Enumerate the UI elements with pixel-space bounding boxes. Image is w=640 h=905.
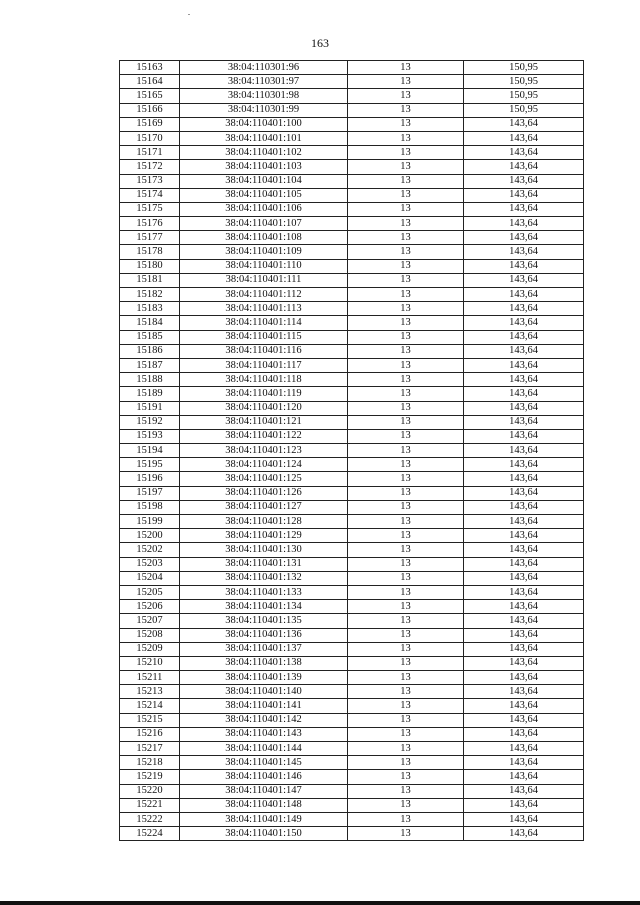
code-cell: 13 [348,798,464,812]
code-cell: 13 [348,217,464,231]
area-value-cell: 143,64 [464,288,584,302]
area-value-cell: 143,64 [464,628,584,642]
code-cell: 13 [348,415,464,429]
cadastral-number-cell: 38:04:110401:110 [180,259,348,273]
area-value-cell: 143,64 [464,444,584,458]
table-row [120,671,584,685]
table-row [120,486,584,500]
code-cell: 13 [348,671,464,685]
area-value-cell: 150,95 [464,89,584,103]
code-cell: 13 [348,245,464,259]
table-row [120,316,584,330]
cadastral-number-cell: 38:04:110401:133 [180,585,348,599]
table-row [120,415,584,429]
area-value-cell: 143,64 [464,387,584,401]
cadastral-number-cell: 38:04:110401:127 [180,500,348,514]
area-value-cell: 143,64 [464,742,584,756]
row-number-cell: 15180 [120,259,180,273]
table-row [120,713,584,727]
cadastral-number-cell: 38:04:110401:115 [180,330,348,344]
area-value-cell: 143,64 [464,784,584,798]
area-value-cell: 143,64 [464,160,584,174]
code-cell: 13 [348,117,464,131]
table-row [120,529,584,543]
cadastral-number-cell: 38:04:110401:132 [180,571,348,585]
table-row [120,770,584,784]
row-number-cell: 15176 [120,217,180,231]
row-number-cell: 15215 [120,713,180,727]
table-row [120,827,584,841]
row-number-cell: 15217 [120,742,180,756]
table-row [120,557,584,571]
code-cell: 13 [348,174,464,188]
code-cell: 13 [348,75,464,89]
row-number-cell: 15191 [120,401,180,415]
area-value-cell: 143,64 [464,259,584,273]
area-value-cell: 143,64 [464,231,584,245]
cadastral-number-cell: 38:04:110401:144 [180,742,348,756]
table-row [120,103,584,117]
row-number-cell: 15169 [120,117,180,131]
code-cell: 13 [348,713,464,727]
parcel-table [119,60,584,841]
code-cell: 13 [348,784,464,798]
code-cell: 13 [348,61,464,75]
cadastral-number-cell: 38:04:110401:142 [180,713,348,727]
code-cell: 13 [348,515,464,529]
table-row [120,699,584,713]
table-row [120,628,584,642]
code-cell: 13 [348,585,464,599]
code-cell: 13 [348,656,464,670]
area-value-cell: 143,64 [464,585,584,599]
table-row [120,358,584,372]
table-row [120,146,584,160]
code-cell: 13 [348,472,464,486]
area-value-cell: 143,64 [464,486,584,500]
code-cell: 13 [348,131,464,145]
table-row [120,742,584,756]
cadastral-number-cell: 38:04:110401:114 [180,316,348,330]
table-row [120,585,584,599]
row-number-cell: 15199 [120,515,180,529]
area-value-cell: 143,64 [464,401,584,415]
code-cell: 13 [348,614,464,628]
table-row [120,302,584,316]
row-number-cell: 15184 [120,316,180,330]
area-value-cell: 143,64 [464,713,584,727]
row-number-cell: 15218 [120,756,180,770]
table-row [120,117,584,131]
row-number-cell: 15174 [120,188,180,202]
area-value-cell: 143,64 [464,656,584,670]
row-number-cell: 15198 [120,500,180,514]
table-row [120,401,584,415]
area-value-cell: 150,95 [464,75,584,89]
table-row [120,245,584,259]
area-value-cell: 150,95 [464,61,584,75]
row-number-cell: 15185 [120,330,180,344]
cadastral-number-cell: 38:04:110401:100 [180,117,348,131]
cadastral-number-cell: 38:04:110401:116 [180,344,348,358]
area-value-cell: 143,64 [464,330,584,344]
row-number-cell: 15170 [120,131,180,145]
area-value-cell: 143,64 [464,671,584,685]
cadastral-number-cell: 38:04:110301:98 [180,89,348,103]
code-cell: 13 [348,387,464,401]
cadastral-number-cell: 38:04:110401:138 [180,656,348,670]
area-value-cell: 143,64 [464,529,584,543]
row-number-cell: 15196 [120,472,180,486]
table-row [120,429,584,443]
code-cell: 13 [348,188,464,202]
cadastral-number-cell: 38:04:110401:131 [180,557,348,571]
row-number-cell: 15175 [120,202,180,216]
scan-speck [188,14,190,15]
code-cell: 13 [348,742,464,756]
code-cell: 13 [348,146,464,160]
table-row [120,812,584,826]
area-value-cell: 143,64 [464,600,584,614]
row-number-cell: 15195 [120,458,180,472]
cadastral-number-cell: 38:04:110401:123 [180,444,348,458]
code-cell: 13 [348,302,464,316]
cadastral-number-cell: 38:04:110401:130 [180,543,348,557]
row-number-cell: 15186 [120,344,180,358]
code-cell: 13 [348,358,464,372]
code-cell: 13 [348,756,464,770]
cadastral-number-cell: 38:04:110401:148 [180,798,348,812]
row-number-cell: 15194 [120,444,180,458]
code-cell: 13 [348,642,464,656]
row-number-cell: 15187 [120,358,180,372]
row-number-cell: 15204 [120,571,180,585]
table-row [120,458,584,472]
code-cell: 13 [348,273,464,287]
area-value-cell: 143,64 [464,344,584,358]
code-cell: 13 [348,827,464,841]
row-number-cell: 15188 [120,373,180,387]
area-value-cell: 150,95 [464,103,584,117]
cadastral-number-cell: 38:04:110401:149 [180,812,348,826]
row-number-cell: 15214 [120,699,180,713]
code-cell: 13 [348,429,464,443]
code-cell: 13 [348,727,464,741]
code-cell: 13 [348,770,464,784]
area-value-cell: 143,64 [464,571,584,585]
row-number-cell: 15203 [120,557,180,571]
cadastral-number-cell: 38:04:110401:112 [180,288,348,302]
row-number-cell: 15221 [120,798,180,812]
table-row [120,444,584,458]
row-number-cell: 15172 [120,160,180,174]
code-cell: 13 [348,401,464,415]
row-number-cell: 15173 [120,174,180,188]
cadastral-number-cell: 38:04:110401:101 [180,131,348,145]
cadastral-number-cell: 38:04:110401:104 [180,174,348,188]
cadastral-number-cell: 38:04:110401:145 [180,756,348,770]
row-number-cell: 15178 [120,245,180,259]
row-number-cell: 15163 [120,61,180,75]
row-number-cell: 15205 [120,585,180,599]
cadastral-number-cell: 38:04:110401:117 [180,358,348,372]
row-number-cell: 15219 [120,770,180,784]
area-value-cell: 143,64 [464,727,584,741]
cadastral-number-cell: 38:04:110401:139 [180,671,348,685]
area-value-cell: 143,64 [464,174,584,188]
area-value-cell: 143,64 [464,458,584,472]
area-value-cell: 143,64 [464,798,584,812]
area-value-cell: 143,64 [464,316,584,330]
area-value-cell: 143,64 [464,543,584,557]
cadastral-number-cell: 38:04:110401:107 [180,217,348,231]
table-row [120,600,584,614]
table-row [120,160,584,174]
row-number-cell: 15171 [120,146,180,160]
area-value-cell: 143,64 [464,770,584,784]
cadastral-number-cell: 38:04:110301:96 [180,61,348,75]
code-cell: 13 [348,812,464,826]
row-number-cell: 15222 [120,812,180,826]
cadastral-number-cell: 38:04:110401:103 [180,160,348,174]
table-row [120,515,584,529]
area-value-cell: 143,64 [464,188,584,202]
code-cell: 13 [348,444,464,458]
row-number-cell: 15182 [120,288,180,302]
area-value-cell: 143,64 [464,273,584,287]
parcel-table-body [120,61,584,841]
area-value-cell: 143,64 [464,245,584,259]
area-value-cell: 143,64 [464,685,584,699]
area-value-cell: 143,64 [464,614,584,628]
cadastral-number-cell: 38:04:110401:146 [180,770,348,784]
cadastral-number-cell: 38:04:110401:109 [180,245,348,259]
code-cell: 13 [348,202,464,216]
code-cell: 13 [348,500,464,514]
table-row [120,174,584,188]
row-number-cell: 15183 [120,302,180,316]
cadastral-number-cell: 38:04:110401:137 [180,642,348,656]
table-row [120,288,584,302]
row-number-cell: 15193 [120,429,180,443]
table-row [120,188,584,202]
table-row [120,500,584,514]
cadastral-number-cell: 38:04:110401:135 [180,614,348,628]
row-number-cell: 15210 [120,656,180,670]
table-row [120,202,584,216]
area-value-cell: 143,64 [464,117,584,131]
cadastral-number-cell: 38:04:110401:143 [180,727,348,741]
table-row [120,472,584,486]
table-row [120,344,584,358]
cadastral-number-cell: 38:04:110401:108 [180,231,348,245]
cadastral-number-cell: 38:04:110401:105 [180,188,348,202]
table-row [120,756,584,770]
table-row [120,373,584,387]
table-row [120,543,584,557]
code-cell: 13 [348,685,464,699]
cadastral-number-cell: 38:04:110301:97 [180,75,348,89]
cadastral-number-cell: 38:04:110401:128 [180,515,348,529]
table-row [120,784,584,798]
table-row [120,89,584,103]
code-cell: 13 [348,557,464,571]
row-number-cell: 15189 [120,387,180,401]
cadastral-number-cell: 38:04:110401:122 [180,429,348,443]
cadastral-number-cell: 38:04:110401:106 [180,202,348,216]
cadastral-number-cell: 38:04:110401:134 [180,600,348,614]
cadastral-number-cell: 38:04:110401:125 [180,472,348,486]
code-cell: 13 [348,699,464,713]
row-number-cell: 15197 [120,486,180,500]
row-number-cell: 15202 [120,543,180,557]
table-row [120,273,584,287]
code-cell: 13 [348,543,464,557]
area-value-cell: 143,64 [464,131,584,145]
table-row [120,685,584,699]
code-cell: 13 [348,458,464,472]
cadastral-number-cell: 38:04:110401:126 [180,486,348,500]
code-cell: 13 [348,529,464,543]
row-number-cell: 15207 [120,614,180,628]
row-number-cell: 15216 [120,727,180,741]
row-number-cell: 15177 [120,231,180,245]
area-value-cell: 143,64 [464,415,584,429]
area-value-cell: 143,64 [464,642,584,656]
area-value-cell: 143,64 [464,827,584,841]
row-number-cell: 15209 [120,642,180,656]
cadastral-number-cell: 38:04:110401:120 [180,401,348,415]
code-cell: 13 [348,288,464,302]
code-cell: 13 [348,89,464,103]
area-value-cell: 143,64 [464,756,584,770]
area-value-cell: 143,64 [464,358,584,372]
table-row [120,614,584,628]
area-value-cell: 143,64 [464,302,584,316]
area-value-cell: 143,64 [464,699,584,713]
table-row [120,330,584,344]
table-row [120,727,584,741]
table-row [120,571,584,585]
code-cell: 13 [348,316,464,330]
table-row [120,259,584,273]
area-value-cell: 143,64 [464,515,584,529]
code-cell: 13 [348,259,464,273]
cadastral-number-cell: 38:04:110401:141 [180,699,348,713]
table-row [120,75,584,89]
cadastral-number-cell: 38:04:110401:119 [180,387,348,401]
cadastral-number-cell: 38:04:110401:147 [180,784,348,798]
row-number-cell: 15220 [120,784,180,798]
row-number-cell: 15192 [120,415,180,429]
code-cell: 13 [348,330,464,344]
area-value-cell: 143,64 [464,812,584,826]
scan-bottom-edge [0,901,640,905]
code-cell: 13 [348,628,464,642]
table-row [120,131,584,145]
table-row [120,217,584,231]
area-value-cell: 143,64 [464,472,584,486]
cadastral-number-cell: 38:04:110401:140 [180,685,348,699]
page-number: 163 [311,36,329,50]
row-number-cell: 15166 [120,103,180,117]
cadastral-number-cell: 38:04:110401:136 [180,628,348,642]
row-number-cell: 15200 [120,529,180,543]
row-number-cell: 15208 [120,628,180,642]
code-cell: 13 [348,486,464,500]
cadastral-number-cell: 38:04:110301:99 [180,103,348,117]
cadastral-number-cell: 38:04:110401:102 [180,146,348,160]
area-value-cell: 143,64 [464,146,584,160]
cadastral-number-cell: 38:04:110401:118 [180,373,348,387]
code-cell: 13 [348,571,464,585]
row-number-cell: 15181 [120,273,180,287]
table-row [120,387,584,401]
row-number-cell: 15164 [120,75,180,89]
cadastral-number-cell: 38:04:110401:150 [180,827,348,841]
cadastral-number-cell: 38:04:110401:124 [180,458,348,472]
code-cell: 13 [348,373,464,387]
area-value-cell: 143,64 [464,429,584,443]
row-number-cell: 15224 [120,827,180,841]
row-number-cell: 15165 [120,89,180,103]
code-cell: 13 [348,344,464,358]
cadastral-number-cell: 38:04:110401:121 [180,415,348,429]
table-row [120,231,584,245]
table-row [120,798,584,812]
code-cell: 13 [348,600,464,614]
area-value-cell: 143,64 [464,373,584,387]
code-cell: 13 [348,103,464,117]
row-number-cell: 15213 [120,685,180,699]
area-value-cell: 143,64 [464,217,584,231]
code-cell: 13 [348,160,464,174]
area-value-cell: 143,64 [464,500,584,514]
cadastral-number-cell: 38:04:110401:129 [180,529,348,543]
row-number-cell: 15206 [120,600,180,614]
area-value-cell: 143,64 [464,557,584,571]
cadastral-number-cell: 38:04:110401:113 [180,302,348,316]
code-cell: 13 [348,231,464,245]
table-row [120,61,584,75]
table-row [120,642,584,656]
cadastral-number-cell: 38:04:110401:111 [180,273,348,287]
row-number-cell: 15211 [120,671,180,685]
area-value-cell: 143,64 [464,202,584,216]
table-row [120,656,584,670]
